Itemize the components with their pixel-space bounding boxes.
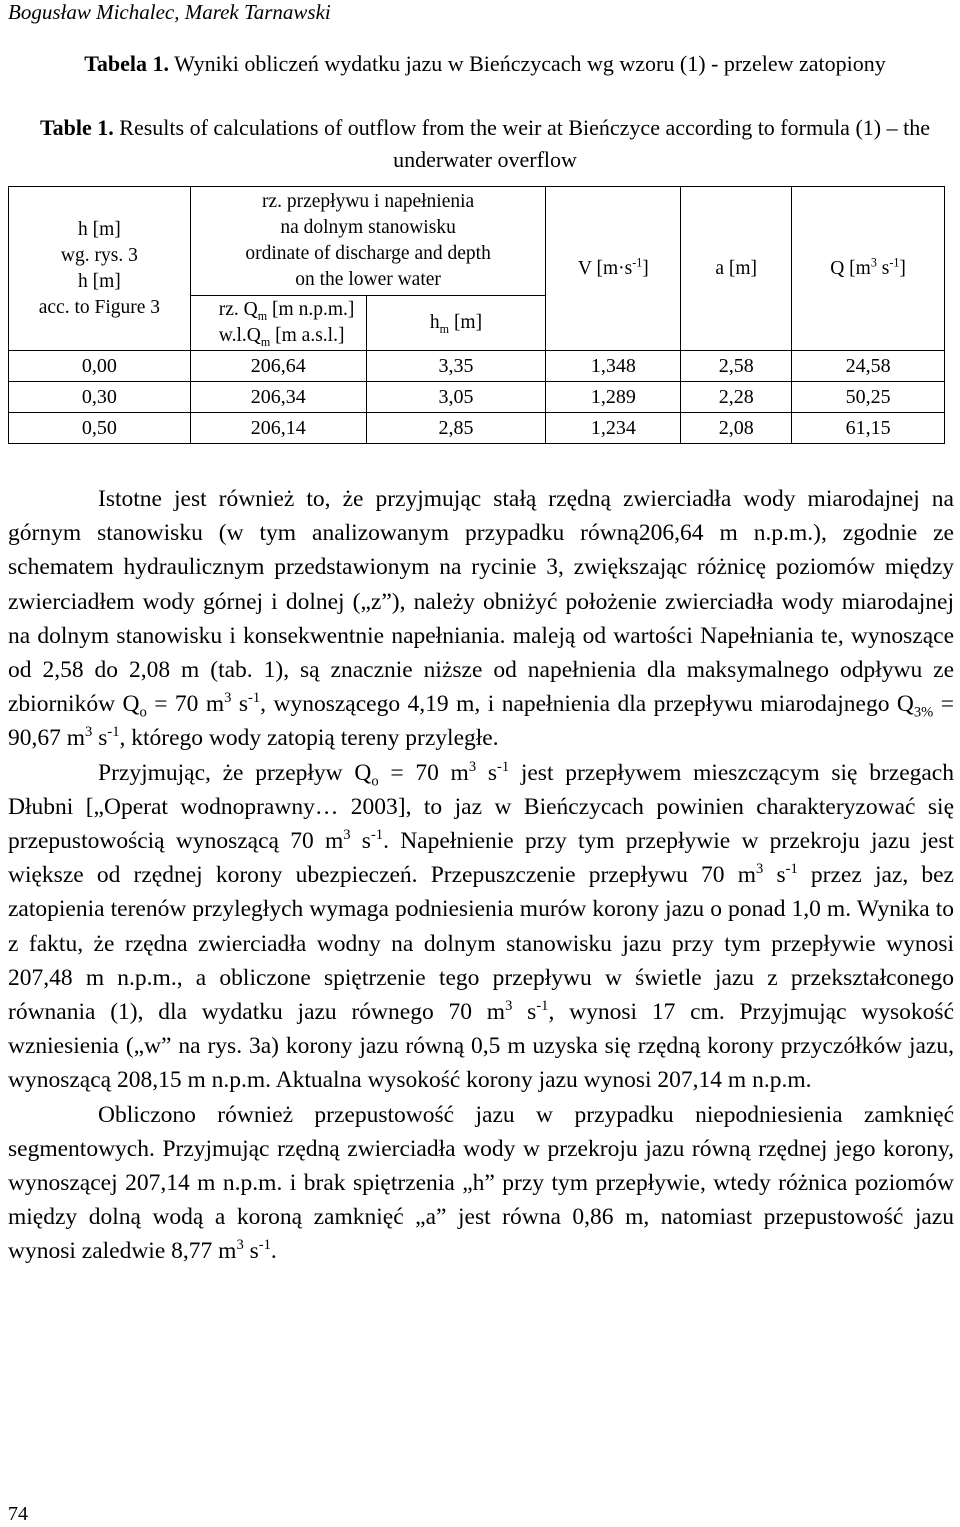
body-text — [8, 482, 954, 1269]
cell: 0,50 — [9, 413, 191, 444]
table-row — [9, 413, 945, 444]
table-caption-english — [30, 112, 940, 176]
table-row — [9, 382, 945, 413]
caption-text-en: Results of calculations of outflow from the weir at Bieńczyce according to formula (1) – the underwater overflow — [119, 115, 930, 172]
header-hm: $h_m$ [m] — [366, 296, 546, 351]
header-rz-pl: rz. $Q_m$ [m n.p.m.] — [218, 299, 355, 323]
cell: 1,289 — [546, 382, 681, 413]
header-ordinate-group — [190, 187, 546, 296]
cell: 2,85 — [366, 413, 546, 444]
caption-label-pl: Tabela 1. — [84, 51, 170, 76]
header-rz-qm — [190, 296, 366, 351]
cell: 1,348 — [546, 351, 681, 382]
header-rz-en: $w.l.Q_m$ [m a.s.l.] — [218, 325, 345, 349]
page-number: 74 — [8, 1503, 28, 1525]
header-discharge: Q [$m^3$ $s^{-1}$] — [792, 187, 945, 351]
caption-label-en: Table 1. — [40, 115, 114, 140]
cell: 2,28 — [681, 382, 792, 413]
results-table — [8, 186, 945, 444]
header-group-line2: na dolnym stanowisku — [280, 217, 456, 238]
header-group-line4: on the lower water — [295, 269, 441, 290]
table-caption-polish — [30, 48, 940, 80]
cell: 50,25 — [792, 382, 945, 413]
cell: 61,15 — [792, 413, 945, 444]
header-h-line2: wg. rys. 3 — [60, 244, 138, 266]
cell: 0,30 — [9, 382, 191, 413]
cell: 2,08 — [681, 413, 792, 444]
header-velocity: V $[m\cdot s^{-1}]$ — [546, 187, 681, 351]
paragraph-2: Przyjmując, że przepływ $Q_o = 70$ $m^3$ $s^{-1}$ jest przepływem mieszczącym się brzegach Dłubni [„Operat wodnoprawny… 2003], to jaz w Bieńczycach powinien charakteryzować się przepustowością wynoszącą 70 $m^3$ $s^{-1}$. Napełnienie przy tym przepływie w przekroju jazu jest większe od rzędnej korony ubezpieczeń. Przepuszczenie przepływu 70 $m^3$ $s^{-1}$ przez jaz, bez zatopienia terenów przyległych wymaga podniesienia murów korony jazu o ponad 1,0 m. Wynika to z faktu, że rzędna zwierciadła wodny na dolnym stanowisku jazu przy tym przepływie wynosi 207,48 m n.p.m., a obliczone spiętrzenie tego przepływu w świetle jazu z przekształconego równania (1), dla wydatku jazu równego 70 $m^3$ $s^{-1}$, wynosi 17 cm. Przyjmując wysokość wzniesienia („w” na rys. 3a) korony jazu równą 0,5 m uzyska się rzędną korony przyczółków jazu, wynoszącą 208,15 m n.p.m. Aktualna wysokość korony jazu wynosi 207,14 m n.p.m. — [8, 758, 955, 1094]
cell: 2,58 — [681, 351, 792, 382]
header-group-line1: rz. przepływu i napełnienia — [261, 191, 475, 212]
cell: 206,34 — [190, 382, 366, 413]
header-group-line3: ordinate of discharge and depth — [245, 243, 491, 264]
header-h-line3: h [m] — [78, 270, 121, 292]
paragraph-1: Istotne jest również to, że przyjmując stałą rzędną zwierciadła wody miarodajnej na górnym stanowisku (w tym analizowanym przypadku równą206,64 m n.p.m.), zgodnie ze schematem hydraulicznym przedstawionym na rycinie 3, zwiększając różnicę poziomów między zwierciadłem wody górnej i dolnej („z”), należy obniżyć położenie zwierciadła wody miarodajnej na dolnym stanowisku i konsekwentnie napełniania. maleją od wartości Napełniania te, wynoszące od 2,58 do 2,08 m (tab. 1), są znacznie niższe od napełnienia dla maksymalnego odpływu ze zbiorników $Q_o = 70$ $m^3$ $s^{-1}$, wynoszącego 4,19 m, i napełnienia dla przepływu miarodajnego $Q_{3\%} = 90,67$ $m^3$ $s^{-1}$, którego wody zatopią tereny przyległe. — [8, 486, 954, 752]
cell: 0,00 — [9, 351, 191, 382]
cell: 206,64 — [190, 351, 366, 382]
cell: 24,58 — [792, 351, 945, 382]
header-h — [9, 187, 191, 351]
paragraph-3: Obliczono również przepustowość jazu w przypadku niepodniesienia zamknięć segmentowych. Przyjmując rzędną zwierciadła wody w przekroju jazu równą rzędnej jego korony, wynoszącej 207,14 m n.p.m. i brak spiętrzenia „h” przy tym przepływie, wtedy różnica poziomów między dolną wodą a koroną zamknięć „a” jest równa 0,86 m, natomiast przepustowość jazu wynosi zaledwie 8,77 $m^3$ $s^{-1}$. — [8, 1101, 954, 1265]
cell: 1,234 — [546, 413, 681, 444]
cell: 206,14 — [190, 413, 366, 444]
running-header-authors: Bogusław Michalec, Marek Tarnawski — [8, 0, 331, 24]
header-h-line1: h [m] — [78, 218, 121, 240]
cell: 3,35 — [366, 351, 546, 382]
header-h-line4: acc. to Figure 3 — [38, 296, 161, 318]
table-row — [9, 351, 945, 382]
header-a: a [m] — [681, 187, 792, 351]
cell: 3,05 — [366, 382, 546, 413]
table-header-row-1 — [9, 187, 945, 296]
caption-text-pl: Wyniki obliczeń wydatku jazu w Bieńczycach wg wzoru (1) - przelew zatopiony — [174, 51, 886, 76]
